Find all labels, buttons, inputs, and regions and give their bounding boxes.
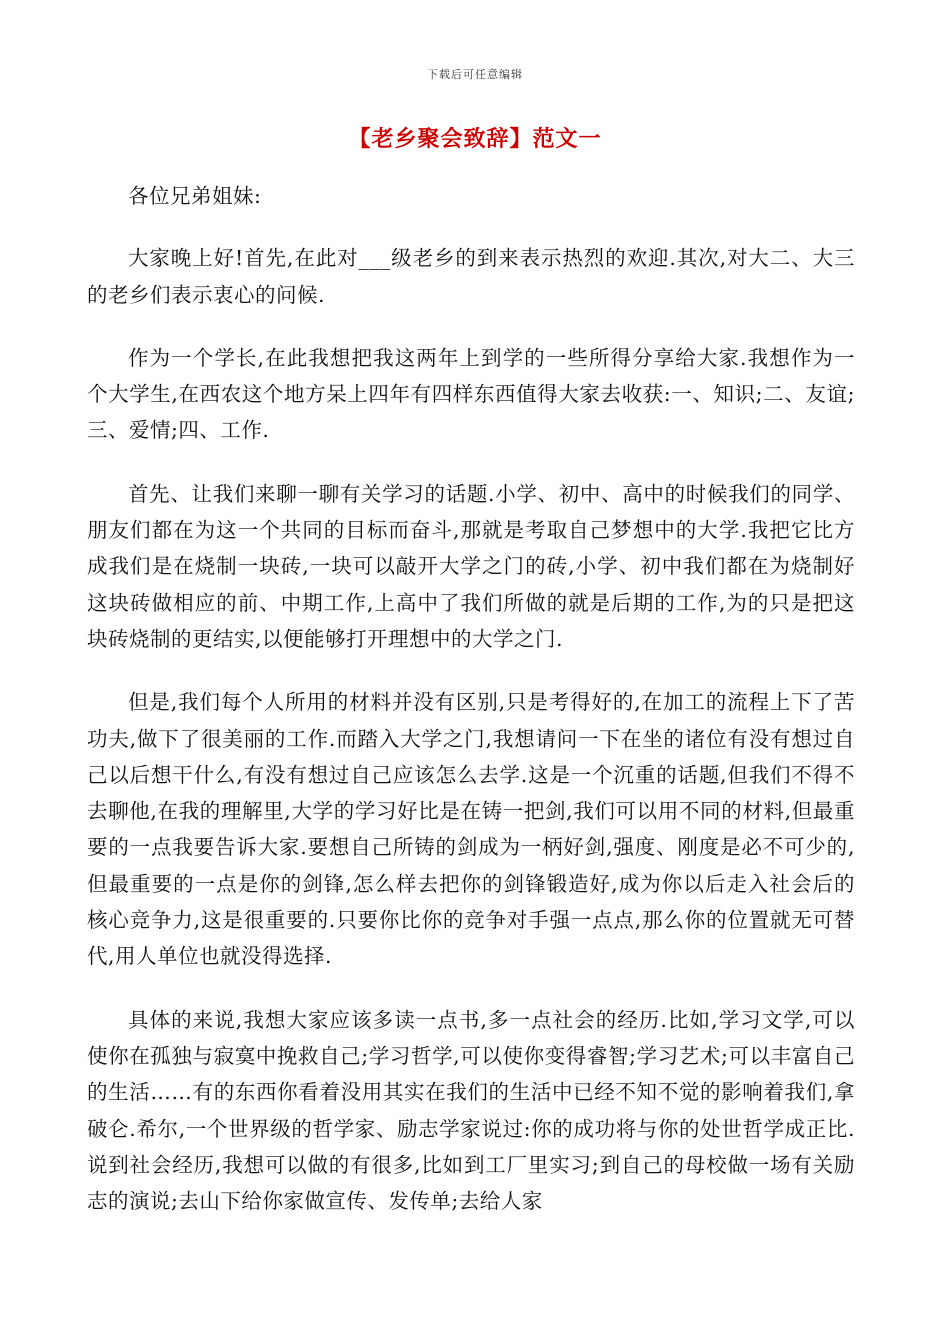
body-paragraph: 首先、让我们来聊一聊有关学习的话题.小学、初中、高中的时候我们的同学、朋友们都在为这一个共同的目标而奋斗,那就是考取自己梦想中的大学.我把它比方成我们是在烧制一块砖,一块可以敲开大学之门的砖,小学、初中我们都在为烧制好这块砖做相应的前、中期工作,上高中了我们所做的就是后期的工作,为的只是把这块砖烧制的更结实,以便能够打开理想中的大学之门. xyxy=(87,481,855,651)
document-body xyxy=(87,178,855,1246)
salutation-paragraph: 各位兄弟姐妹: xyxy=(128,184,262,208)
document-title: 【老乡聚会致辞】范文一 xyxy=(348,127,602,152)
header-note: 下载后可任意编辑 xyxy=(427,68,523,81)
body-paragraph: 具体的来说,我想大家应该多读一点书,多一点社会的经历.比如,学习文学,可以使你在孤独与寂寞中挽救自己;学习哲学,可以使你变得睿智;学习艺术;可以丰富自己的生活……有的东西你看着没用其实在我们的生活中已经不知不觉的影响着我们,拿破仑.希尔,一个世界级的哲学家、励志学家说过:你的成功将与你的处世哲学成正比.说到社会经历,我想可以做的有很多,比如到工厂里实习;到自己的母校做一场有关励志的演说;去山下给你家做宣传、发传单;去给人家 xyxy=(87,1007,855,1214)
body-paragraph: 大家晚上好!首先,在此对___级老乡的到来表示热烈的欢迎.其次,对大二、大三的老乡们表示衷心的问候. xyxy=(87,246,855,307)
body-paragraph: 作为一个学长,在此我想把我这两年上到学的一些所得分享给大家.我想作为一个大学生,在西农这个地方呆上四年有四样东西值得大家去收获:一、知识;二、友谊;三、爱情;四、工作. xyxy=(87,345,855,443)
body-paragraph: 但是,我们每个人所用的材料并没有区别,只是考得好的,在加工的流程上下了苦功夫,做下了很美丽的工作.而踏入大学之门,我想请问一下在坐的诸位有没有想过自己以后想干什么,有没有想过自己应该怎么去学.这是一个沉重的话题,但我们不得不去聊他,在我的理解里,大学的学习好比是在铸一把剑,我们可以用不同的材料,但最重要的一点我要告诉大家.要想自己所铸的剑成为一柄好剑,强度、刚度是必不可少的,但最重要的一点是你的剑锋,怎么样去把你的剑锋锻造好,成为你以后走入社会后的核心竞争力,这是很重要的.只要你比你的竞争对手强一点点,那么你的位置就无可替代,用人单位也就没得选择. xyxy=(87,690,855,969)
